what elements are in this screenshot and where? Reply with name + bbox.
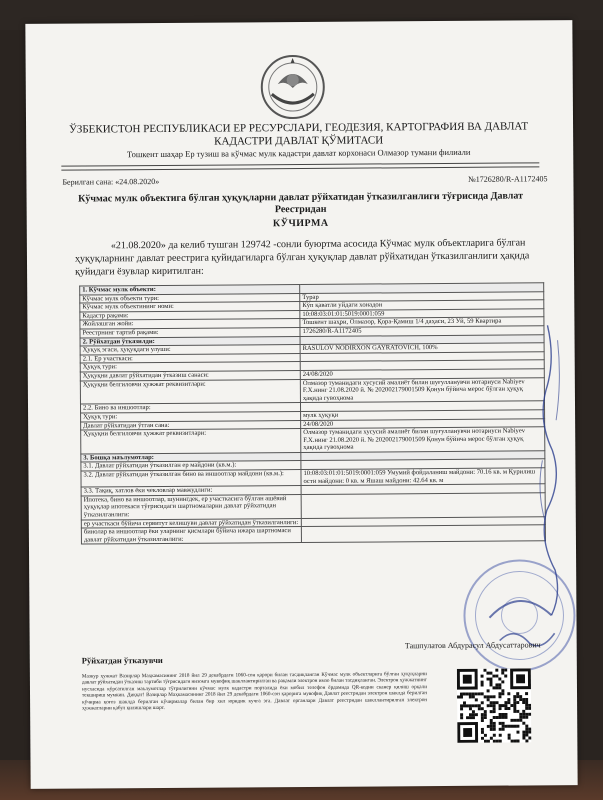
header-divider-2 [61, 166, 539, 170]
table-row [81, 493, 545, 520]
field-label: 2. Рўйхатдан ўтказилди: [80, 336, 300, 346]
table-row [81, 427, 545, 454]
field-value: 24/08/2020 [300, 369, 544, 379]
qr-code-icon [457, 668, 532, 743]
field-label: Реестрнинг тартиб рақами: [80, 327, 300, 337]
field-label: 3.2. Давлат рўйхатидан ўтказилган бино ва иншоотлар майдони (кв.м.): [81, 470, 301, 488]
field-label: Ҳуқуқни давлат рўйхатидан ўтказиш санаси: [80, 370, 300, 380]
registrar-label: Рўйхатдан ўтказувчи [81, 654, 163, 666]
registry-number: №1726280/R-A1172405 [468, 174, 548, 184]
field-value: RASULOV NODIRXON GAYRATOVICH, 100% [300, 343, 544, 353]
table-row [80, 377, 544, 404]
field-value: Кўп қаватли уйдаги хонадон [300, 300, 544, 310]
field-value: Олмазор туманидаги хусусий амалиёт билан шуғулланувчи нотариуси Nabiyev F.X.нинг 21.08.2020 й. № 202002179001509 Қонун бўйича мерос бўлган ҳуқуқ ҳақида гувоҳнома [301, 427, 545, 452]
document-heading: КЎЧИРМА [272, 217, 329, 230]
organization-name: ЎЗБЕКИСТОН РЕСПУБЛИКАСИ ЕР РЕСУРСЛАРИ, ГЕОДЕЗИЯ, КАРТОГРАФИЯ ВА ДАВЛАТ КАДАСТРИ ДАВЛАТ ҚЎМИТАСИ [69, 120, 529, 148]
field-label: Ҳуқуқни белгиловчи ҳужжат реквизитлари: [81, 429, 301, 454]
field-label: 3. Бошқа маълумотлар: [81, 452, 301, 462]
field-value [301, 525, 545, 543]
field-value: 10:08:03:01:01:5019:0001:059 [300, 309, 544, 319]
field-label: 3.3. Тақиқ, хатлов ёки чекловлар мавжудлиги: [81, 486, 301, 496]
legal-footer: Мазкур ҳужжат Вазирлар Маҳкамасининг 2018 йил 29 декабрдаги 1060-сон қарори билан тасдиқланган Кўчмас мулк объектларига бўлган ҳуқуқларни давлат рўйхатидан ўтказиш тартиби тўғрисидаги низомга мувофиқ шакллантирилган ва рақамли электрон имзо билан тасдиқланган. Электрон ҳужжатнинг нусхасида кўрсатилган маълумотлар тўғрилигини кўчмас мулк кадастри порталида ёки мобил телефон ёрдамида QR-кодни сканер қилиш орқали текшириш мумкин. Диққат! Вазирлар Маҳкамасининг 2018 йил 29 декабрдаги 1060-сон қарорига мувофиқ Давлат реестридан электрон шаклда берилган кўчирма қоғоз шаклда берилган кўчирмалар билан бир хил юридик кучга эга. Давлат органлари Давлат реестридан шакллантирилган электрон ҳужжатларни қабул қилишлари шарт. [81, 671, 428, 712]
registry-table [79, 282, 546, 545]
issue-date: Берилган сана: «24.08.2020» [62, 176, 160, 187]
field-label: 2.2. Бино ва иншоотлар: [80, 403, 300, 413]
field-label: 2.1. Ер участкаси: [80, 353, 300, 363]
field-label: Жойлашган жойи: [80, 319, 300, 329]
field-label: Ҳуқуқ тури: [81, 411, 301, 421]
document-title: Кўчмас мулк объектига бўлган ҳуқуқларни давлат рўйхатидан ўтказилганлиги тўғрисида Давлат Реестридан [78, 190, 524, 216]
branch-name: Тошкент шаҳар Ер тузиш ва кўчмас мулк кадастри давлат корхонаси Олмазор тумани филиали [126, 146, 471, 160]
field-label: бинолар ва иншоотлар ёки уларнинг қисмлари бўйича ижара шартномаси давлат рўйхатидан ўтказилганлиги: [81, 527, 301, 545]
field-label: Ҳуқуқни белгиловчи ҳужжат реквизитлари: [80, 379, 300, 404]
field-label: Кўчмас мулк объекти тури: [80, 293, 300, 303]
state-emblem-icon [258, 52, 328, 122]
field-label: Ҳуқуқ тури: [80, 362, 300, 372]
handwritten-note-icon [527, 320, 576, 620]
field-label: 1. Кўчмас мулк объекти: [80, 285, 300, 295]
signer-name: Ташпулатов Абдурасул Абдусаттарович [404, 640, 541, 651]
field-label: Кадастр рақами: [80, 310, 300, 320]
document-page [25, 20, 577, 789]
field-label: Кўчмас мулк объектининг номи: [80, 302, 300, 312]
field-label: Давлат рўйхатидан ўтган сана: [81, 420, 301, 430]
intro-paragraph: «21.08.2020» да келиб тушган 129742 -сонли буюртма асосида Кўчмас мулк объектларига бўлган ҳуқуқларнинг давлат реестрига қуйидагиларга бўлган ҳуқуқлар давлат рўйхатидан ўтказилганлиги ҳақида қуйидаги ёзувлар киритилган: [74, 237, 530, 278]
table-row [81, 525, 545, 544]
field-label: Ипотека, бино ва иншоотлар, шунингдек, ер участкасига бўлган ашёвий ҳуқуқлар ипотекаси тўғрисидаги шартномаларни давлат рўйхатидан ўтказилганлиги: [81, 494, 301, 519]
field-value: Тошкент шаҳри, Олмазор, Қора-Қамиш 1/4 даҳаси, 23 Уй, 59 Квартира [300, 317, 544, 327]
field-label: Ҳуқуқ эгаси, ҳуқуқдаги улуши: [80, 345, 300, 355]
field-value: Олмазор туманидаги хусусий амалиёт билан шуғулланувчи нотариуси Nabiyev F.X.нинг 21.08.2020 й. № 202002179001509 Қонун бўйича мерос бўлган ҳуқуқ ҳақида гувоҳнома [300, 377, 544, 402]
field-value: 24/08/2020 [301, 418, 545, 428]
field-value: мулк ҳуқуқи [301, 410, 545, 420]
field-value [301, 493, 545, 518]
field-label: ер участкаси бўйича сервитут келишуви давлат рўйхатидан ўтказилганлиги: [81, 518, 301, 528]
field-value: Турар [300, 291, 544, 301]
field-label: 3.1. Давлат рўйхатидан ўтказилган ер майдони (кв.м.): [81, 461, 301, 471]
field-value: 10:08:03:01:01:5019:0001:059 Умумий фойдаланиш майдони: 70.16 кв. м Қурилиш ости майдони: 0 кв. м Яшаш майдони: 42.64 кв. м [301, 468, 545, 486]
field-value: 1726280/R-A1172405 [300, 326, 544, 336]
